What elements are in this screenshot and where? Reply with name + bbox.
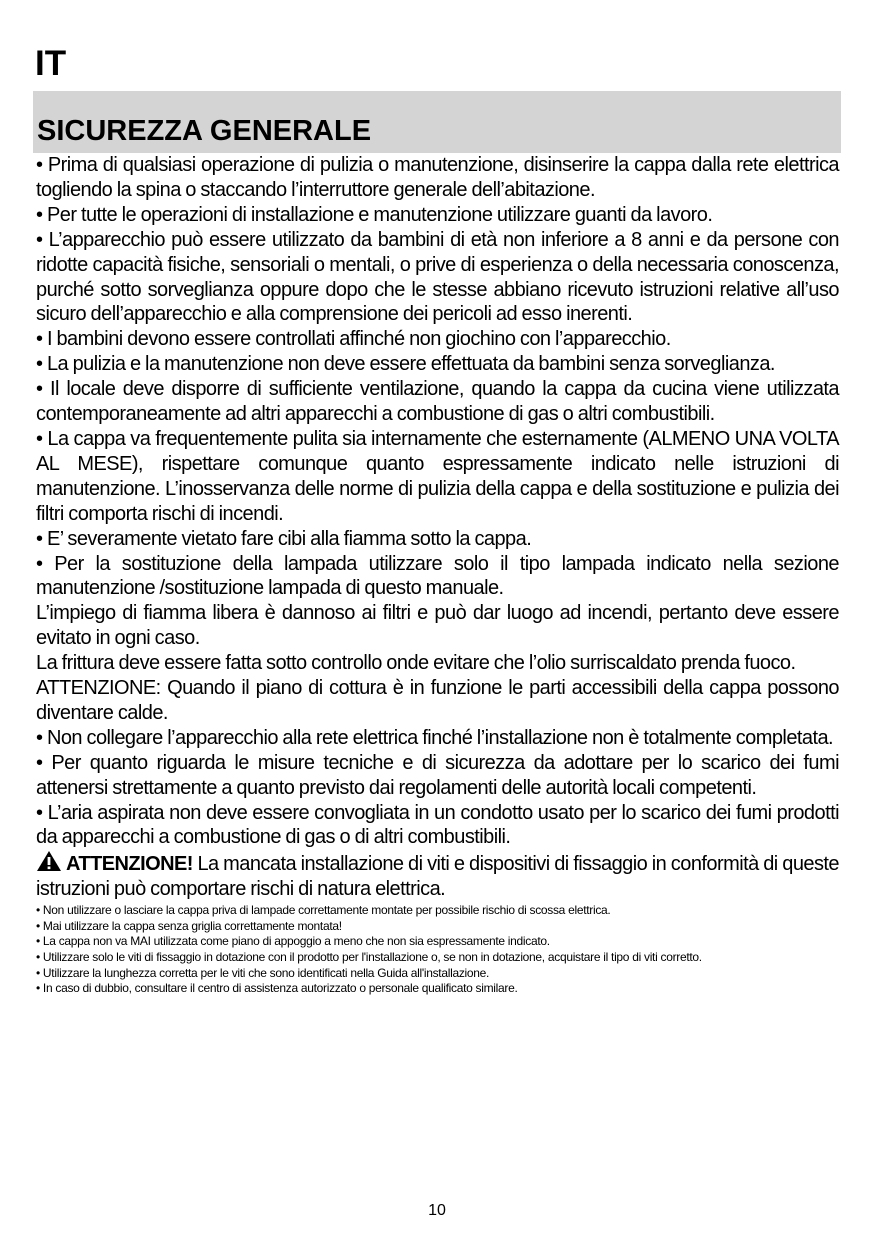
safety-paragraph: La frittura deve essere fatta sotto controllo onde evitare che l’olio surriscaldato prenda fuoco. xyxy=(36,652,796,675)
section-header-bar xyxy=(33,91,841,153)
safety-paragraph: • L’apparecchio può essere utilizzato da bambini di età non inferiore a 8 anni e da persone con ridotte capacità fisiche, sensoriali o mentali, o prive di esperienza o della necessaria conoscenza, purché sotto sorveglianza oppure dopo che le stesse abbiano ricevuto istruzioni relative all’uso sicuro dell’apparecchio e alla comprensione dei pericoli ad esso inerenti. xyxy=(36,228,839,326)
small-note: • In caso di dubbio, consultare il centro di assistenza autorizzato o personale qualificato similare. xyxy=(36,981,518,996)
safety-paragraph: • Non collegare l’apparecchio alla rete elettrica finché l’installazione non è totalmente completata. xyxy=(36,726,834,749)
safety-paragraph: • Per quanto riguarda le misure tecniche e di sicurezza da adottare per lo scarico dei fumi attenersi strettamente a quanto previsto dai regolamenti delle autorità locali competenti. xyxy=(36,751,839,799)
small-note: • Mai utilizzare la cappa senza griglia correttamente montata! xyxy=(36,918,342,933)
small-note: • Utilizzare la lunghezza corretta per le viti che sono identificati nella Guida all'installazione. xyxy=(36,965,490,980)
small-note: • La cappa non va MAI utilizzata come piano di appoggio a meno che non sia espressamente indicato. xyxy=(36,934,550,949)
small-notes-list xyxy=(36,903,839,997)
safety-paragraph: • La cappa va frequentemente pulita sia internamente che esternamente (ALMENO UNA VOLTA AL MESE), rispettare comunque quanto espressamente indicato nelle istruzioni di manutenzione. L’inosservanza delle norme di pulizia della cappa e della sostituzione e pulizia dei filtri comporta rischi di incendi. xyxy=(36,427,839,525)
page-content xyxy=(36,153,839,997)
warning-paragraph xyxy=(36,850,839,902)
small-note: • Utilizzare solo le viti di fissaggio in dotazione con il prodotto per l'installazione o, se non in dotazione, acquistare il tipo di viti corretto. xyxy=(36,949,702,964)
section-title: SICUREZZA GENERALE xyxy=(37,115,372,147)
safety-paragraph: • I bambini devono essere controllati affinché non giochino con l’apparecchio. xyxy=(36,328,671,351)
safety-paragraph: • L’aria aspirata non deve essere convogliata in un condotto usato per lo scarico dei fumi prodotti da apparecchi a combustione di gas o di altri combustibili. xyxy=(36,801,839,849)
safety-paragraph: • Il locale deve disporre di sufficiente ventilazione, quando la cappa da cucina viene utilizzata contemporaneamente ad altri apparecchi a combustione di gas o altri combustibili. xyxy=(36,378,839,426)
language-code: IT xyxy=(35,44,67,83)
safety-paragraph: • Per tutte le operazioni di installazione e manutenzione utilizzare guanti da lavoro. xyxy=(36,203,713,226)
page-number: 10 xyxy=(428,1202,446,1219)
small-note: • Non utilizzare o lasciare la cappa priva di lampade correttamente montate per possibile rischio di scossa elettrica. xyxy=(36,903,611,918)
safety-paragraph: • La pulizia e la manutenzione non deve essere effettuata da bambini senza sorveglianza. xyxy=(36,353,775,376)
warning-triangle-icon xyxy=(36,850,62,872)
safety-paragraph: L’impiego di fiamma libera è dannoso ai filtri e può dar luogo ad incendi, pertanto deve essere evitato in ogni caso. xyxy=(36,602,839,650)
warning-label: ATTENZIONE! xyxy=(66,853,193,876)
safety-paragraph: ATTENZIONE: Quando il piano di cottura è in funzione le parti accessibili della cappa possono diventare calde. xyxy=(36,677,839,724)
safety-paragraph: • Per la sostituzione della lampada utilizzare solo il tipo lampada indicato nella sezione manutenzione /sostituzione lampada di questo manuale. xyxy=(36,552,839,600)
safety-paragraph: • Prima di qualsiasi operazione di pulizia o manutenzione, disinserire la cappa dalla rete elettrica togliendo la spina o staccando l’interruttore generale dell’abitazione. xyxy=(36,154,839,201)
safety-paragraph: • E’ severamente vietato fare cibi alla fiamma sotto la cappa. xyxy=(36,527,532,550)
warning-text: La mancata installazione di viti e dispositivi di fissaggio in conformità di queste istruzioni può comportare rischi di natura elettrica. xyxy=(36,853,839,901)
